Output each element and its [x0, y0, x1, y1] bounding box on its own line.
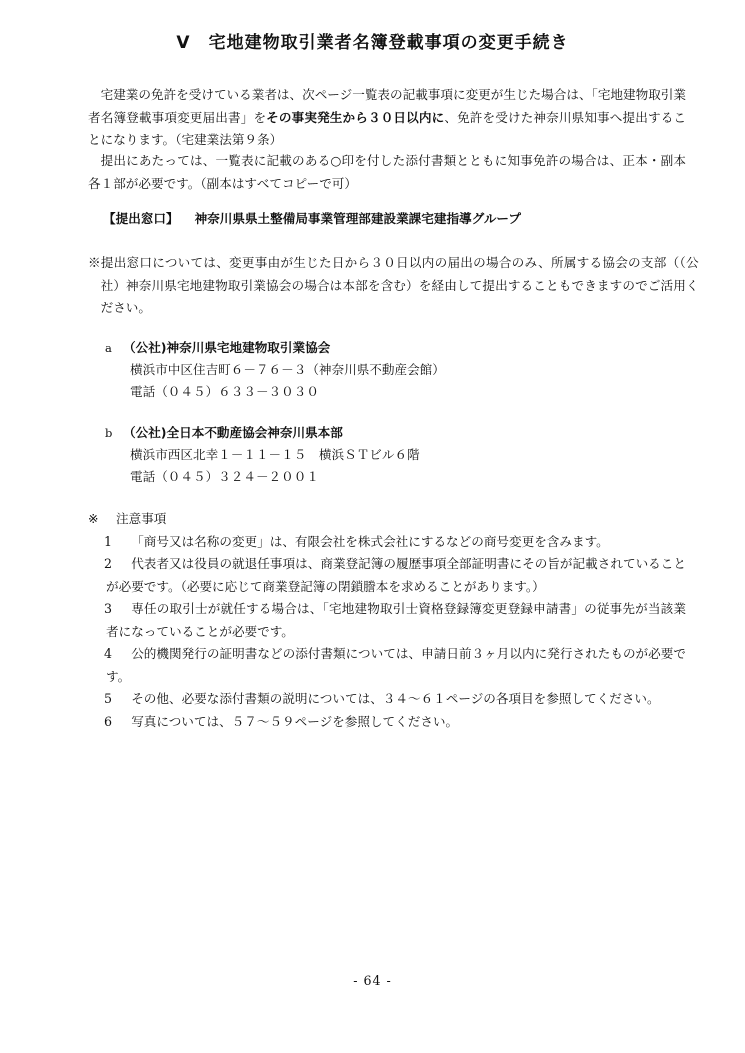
org-address: 横浜市西区北幸１－１１－１５ 横浜ＳＴビル６階: [130, 447, 420, 462]
intro-text-after: 、免許を受けた神奈川県知事へ提出することになります。（宅建業法第９条）: [88, 109, 687, 147]
caution-item: [88, 688, 686, 711]
cautions-mark: ※: [88, 511, 99, 526]
caution-text: 写真については、５７～５９ページを参照してください。: [131, 713, 459, 729]
caution-item: [88, 531, 686, 554]
caution-number: 5: [104, 691, 113, 706]
org-entry-b: [105, 422, 420, 488]
caution-number: 4: [104, 646, 113, 661]
intro-deadline-emphasis: その事実発生から３０日以内に: [266, 109, 445, 125]
submission-window: [103, 208, 521, 227]
org-marker: a: [105, 341, 112, 355]
caution-text: 代表者又は役員の就退任事項は、商業登記簿の履歴事項全部証明書にその旨が記載されていることが必要です。（必要に応じて商業登記簿の閉鎖謄本を求めることがあります。）: [106, 556, 687, 594]
caution-text: 「商号又は名称の変更」は、有限会社を株式会社にするなどの商号変更を含みます。: [131, 533, 609, 549]
submission-window-label: 【提出窓口】: [103, 211, 179, 226]
cautions-heading-text: 注意事項: [116, 511, 167, 526]
intro-paragraph-2: 提出にあたっては、一覧表に記載のある○印を付した添付書類とともに知事免許の場合は、正本・副本各１部が必要です。（副本はすべてコピーで可）: [88, 153, 686, 191]
cautions-heading: [88, 508, 686, 531]
caution-item: [88, 643, 686, 688]
page-number: - 64 -: [353, 973, 392, 988]
caution-text: 公的機関発行の証明書などの添付書類については、申請日前３ヶ月以内に発行されたものが必要です。: [106, 646, 686, 684]
caution-item: [88, 553, 686, 598]
caution-item: [88, 598, 686, 643]
caution-text: その他、必要な添付書類の説明については、３４～６１ページの各項目を参照してください。: [131, 691, 660, 706]
caution-number: 2: [104, 556, 113, 571]
submission-window-note: ※提出窓口については、変更事由が生じた日から３０日以内の届出の場合のみ、所属する協会の支部（（公社）神奈川県宅地建物取引業協会の場合は本部を含む）を経由して提出することもできますのでご活用ください。: [88, 255, 699, 315]
caution-item: [88, 711, 686, 734]
org-marker: b: [105, 426, 113, 440]
caution-text: 専任の取引士が就任する場合は、「宅地建物取引士資格登録簿変更登録申請書」の従事先が当該業者になっていることが必要です。: [106, 601, 686, 639]
intro-text-before: 宅建業の免許を受けている業者は、次ページ一覧表の記載事項に変更が生じた場合は、「宅地建物取引業者名簿登載事項変更届出書」を: [88, 87, 686, 125]
org-name: （公社)全日本不動産協会神奈川県本部: [123, 425, 343, 440]
org-phone: 電話（０４５）６３３－３０３０: [130, 384, 319, 399]
cautions-section: [88, 508, 686, 733]
caution-number: 6: [104, 713, 113, 729]
submission-window-value: 神奈川県県土整備局事業管理部建設業課宅建指導グループ: [194, 211, 521, 226]
caution-number: 3: [104, 601, 113, 616]
page-title: Ⅴ 宅地建物取引業者名簿登載事項の変更手続き: [176, 33, 569, 53]
org-phone: 電話（０４５）３２４－２００１: [130, 469, 319, 484]
intro-paragraph-1: [88, 84, 686, 152]
org-address: 横浜市中区住吉町６－７６－３（神奈川県不動産会館）: [130, 362, 445, 377]
caution-number: 1: [104, 533, 113, 549]
org-entry-a: [105, 337, 445, 403]
org-name: （公社)神奈川県宅地建物取引業協会: [123, 340, 331, 355]
